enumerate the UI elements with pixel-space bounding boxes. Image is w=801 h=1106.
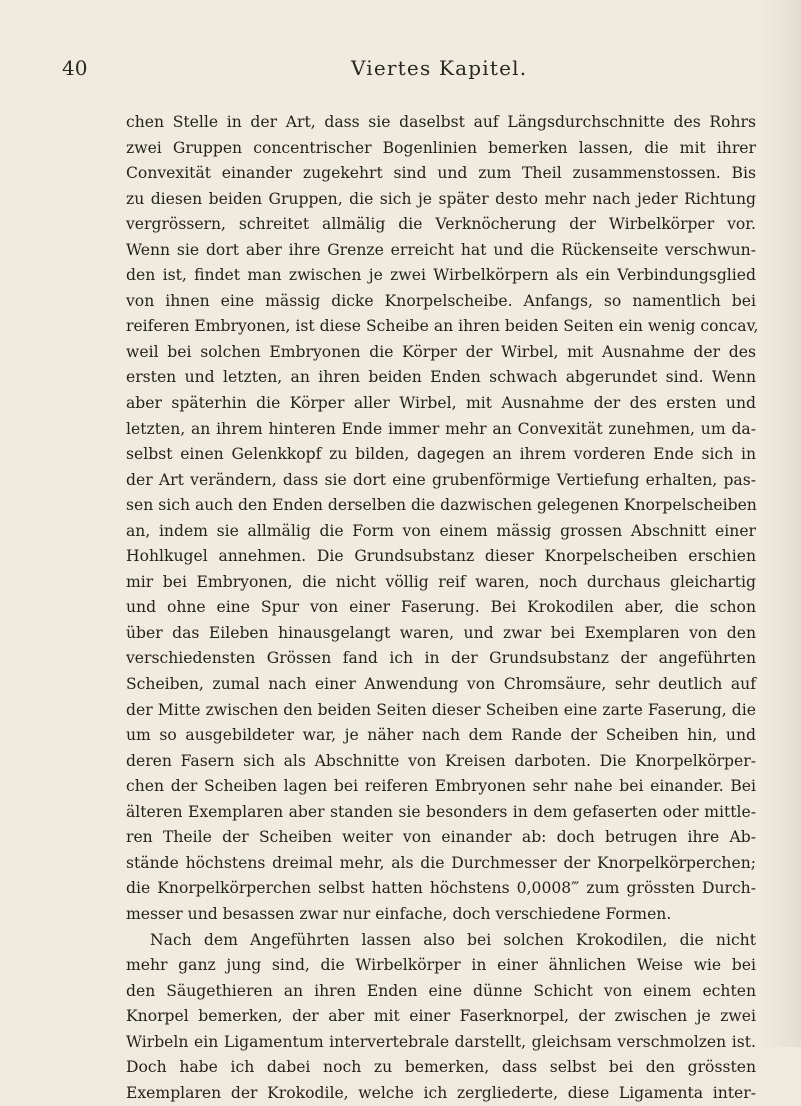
text-line: von ihnen eine mässig dicke Knorpelscheibe. Anfangs, so namentlich bei [126, 291, 756, 310]
body-text [126, 110, 759, 1106]
text-line: und ohne eine Spur von einer Faserung. Bei Krokodilen aber, die schon [126, 598, 756, 617]
text-line: Knorpel bemerken, der aber mit einer Faserknorpel, der zwischen je zwei [126, 1007, 756, 1026]
text-line: ersten und letzten, an ihren beiden Enden schwach abgerundet sind. Wenn [126, 368, 756, 387]
page-header [0, 56, 801, 88]
text-line: letzten, an ihrem hinteren Ende immer mehr an Convexität zunehmen, um da- [126, 419, 756, 438]
text-line: Doch habe ich dabei noch zu bemerken, dass selbst bei den grössten [126, 1058, 756, 1077]
text-line: der Mitte zwischen den beiden Seiten dieser Scheiben eine zarte Faserung, die [126, 700, 756, 719]
text-line: vergrössern, schreitet allmälig die Verknöcherung der Wirbelkörper vor. [126, 215, 756, 234]
text-line: zu diesen beiden Gruppen, die sich je später desto mehr nach jeder Richtung [126, 189, 756, 208]
text-line: ren Theile der Scheiben weiter von einander ab: doch betrugen ihre Ab- [126, 828, 756, 847]
text-line: Convexität einander zugekehrt sind und zum Theil zusammenstossen. Bis [126, 164, 756, 183]
text-line: den Säugethieren an ihren Enden eine dünne Schicht von einem echten [126, 981, 756, 1000]
text-line: weil bei solchen Embryonen die Körper der Wirbel, mit Ausnahme der des [126, 342, 756, 361]
text-line: Wirbeln ein Ligamentum intervertebrale darstellt, gleichsam verschmolzen ist. [126, 1032, 756, 1051]
text-line: den ist, findet man zwischen je zwei Wirbelkörpern als ein Verbindungsglied [126, 266, 756, 285]
text-line: mir bei Embryonen, die nicht völlig reif waren, noch durchaus gleichartig [126, 572, 756, 591]
text-line: chen Stelle in der Art, dass sie daselbst auf Längsdurchschnitte des Rohrs [126, 113, 756, 131]
text-line: Exemplaren der Krokodile, welche ich zergliederte, diese Ligamenta inter- [126, 1083, 756, 1102]
text-line: messer und besassen zwar nur einfache, doch verschiedene Formen. [126, 904, 672, 923]
running-title: Viertes Kapitel. [351, 56, 528, 80]
text-line: reiferen Embryonen, ist diese Scheibe an ihren beiden Seiten ein wenig concav, [126, 317, 759, 336]
text-line: sen sich auch den Enden derselben die dazwischen gelegenen Knorpelscheiben [126, 496, 757, 515]
text-line: die Knorpelkörperchen selbst hatten höchstens 0,0008‴ zum grössten Durch- [126, 879, 756, 898]
text-line: selbst einen Gelenkkopf zu bilden, dagegen an ihrem vorderen Ende sich in [126, 445, 756, 464]
text-line: verschiedensten Grössen fand ich in der Grundsubstanz der angeführten [126, 649, 756, 668]
text-line: der Art verändern, dass sie dort eine grubenförmige Vertiefung erhalten, pas- [126, 470, 756, 489]
text-line: Wenn sie dort aber ihre Grenze erreicht hat und die Rückenseite verschwun- [126, 240, 756, 259]
text-line: an, indem sie allmälig die Form von einem mässig grossen Abschnitt einer [126, 521, 756, 540]
text-line: älteren Exemplaren aber standen sie besonders in dem gefaserten oder mittle- [126, 802, 756, 821]
text-line: über das Eileben hinausgelangt waren, und zwar bei Exemplaren von den [126, 623, 756, 642]
text-line: Scheiben, zumal nach einer Anwendung von Chromsäure, sehr deutlich auf [126, 675, 756, 694]
page-number: 40 [62, 56, 88, 80]
text-line: chen der Scheiben lagen bei reiferen Embryonen sehr nahe bei einander. Bei [126, 777, 756, 796]
text-line: stände höchstens dreimal mehr, als die Durchmesser der Knorpelkörperchen; [126, 853, 756, 872]
text-line: zwei Gruppen concentrischer Bogenlinien bemerken lassen, die mit ihrer [126, 138, 756, 157]
text-line: deren Fasern sich als Abschnitte von Kreisen darboten. Die Knorpelkörper- [126, 751, 756, 770]
text-line: Hohlkugel annehmen. Die Grundsubstanz dieser Knorpelscheiben erschien [126, 547, 756, 566]
text-line: aber späterhin die Körper aller Wirbel, mit Ausnahme der des ersten und [126, 394, 756, 413]
text-line: um so ausgebildeter war, je näher nach dem Rande der Scheiben hin, und [126, 726, 756, 745]
text-line: mehr ganz jung sind, die Wirbelkörper in einer ähnlichen Weise wie bei [126, 956, 756, 975]
text-line: Nach dem Angeführten lassen also bei solchen Krokodilen, die nicht [150, 930, 756, 949]
